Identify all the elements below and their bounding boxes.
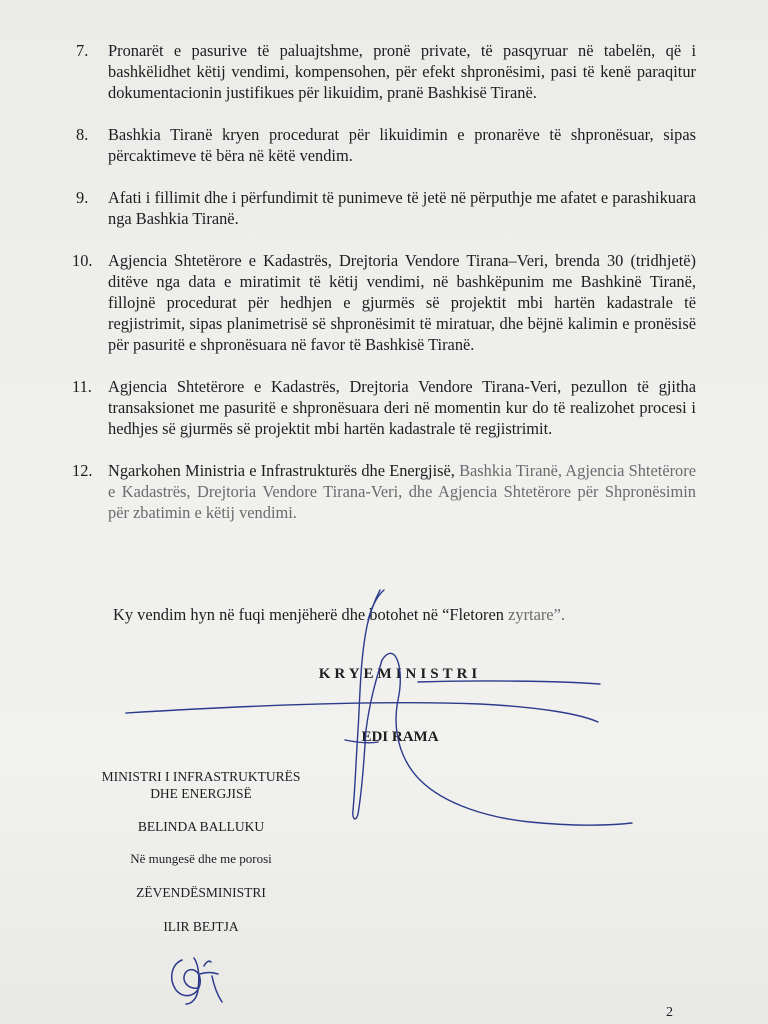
article-text: Agjencia Shtetërore e Kadastrës, Drejtoria Vendore Tirana-Veri, pezullon të gjitha transaksionet me pasuritë e shpronësuara deri në momentin kur do të realizohet procesi i hedhjes së gjurmës së projektit mbi hartën kadastrale të regjistrimit. bbox=[108, 377, 696, 438]
article-number: 12. bbox=[72, 461, 93, 480]
article-item-8 bbox=[76, 124, 696, 166]
entry-into-force-statement bbox=[113, 604, 693, 625]
minister-title-line1: MINISTRI I INFRASTRUKTURËS bbox=[101, 769, 301, 784]
article-text: Afati i fillimit dhe i përfundimit të punimeve të jetë në përputhje me afatet e parashikuara nga Bashkia Tiranë. bbox=[108, 188, 696, 228]
minister-title bbox=[66, 768, 336, 808]
article-text: Agjencia Shtetërore e Kadastrës, Drejtoria Vendore Tirana–Veri, brenda 30 (tridhjetë) ditëve nga data e miratimit të këtij vendimi, në bashkëpunim me Bashkinë Tiranë, fillojnë procedurat për hedhjen e gjurmës së projektit mbi hartën kadastrale të regjistrimit, sipas planimetrisë së shpronësimit të miratuar, dhe bëjnë kalimin e pronësisë për pasuritë e shpronësuara në favor të Bashkisë Tiranë. bbox=[108, 251, 696, 354]
article-text: Bashkia Tiranë kryen procedurat për likuidimin e pronarëve të shpronësuar, sipas përcaktimeve të bëra në këtë vendim. bbox=[108, 125, 696, 165]
article-number: 8. bbox=[76, 125, 89, 144]
page-number: 2 bbox=[666, 1005, 673, 1020]
article-number: 11. bbox=[72, 377, 92, 396]
minister-name: BELINDA BALLUKU bbox=[137, 819, 265, 834]
minister-title-line2: DHE ENERGJISË bbox=[150, 786, 252, 801]
entry-into-force-text: Ky vendim hyn në fuqi menjëherë dhe botohet në “Fletoren bbox=[113, 605, 504, 624]
deputy-minister-name: ILIR BEJTJA bbox=[163, 919, 239, 934]
prime-minister-title: KRYEMINISTRI bbox=[318, 666, 482, 682]
article-item-7 bbox=[76, 40, 696, 103]
entry-into-force-text-faded: zyrtare”. bbox=[508, 605, 565, 624]
article-text-faded: Bashkia Tiranë, Agjencia Shtetërore e Kadastrës, Drejtoria Vendore Tirana-Veri, dhe Agjencia Shtetërore për Shpronësimin për zbatimin e këtij vendimi. bbox=[108, 461, 696, 522]
absence-note: Në mungesë dhe me porosi bbox=[130, 851, 272, 866]
article-item-11 bbox=[72, 376, 696, 439]
article-item-9 bbox=[76, 187, 696, 229]
article-number: 10. bbox=[72, 251, 93, 270]
article-item-10 bbox=[72, 250, 696, 355]
article-text: Pronarët e pasurive të paluajtshme, pronë private, të pasqyruar në tabelën, që i bashkëlidhet këtij vendimi, kompensohen, për efekt shpronësimi, pasi të kenë paraqitur dokumentacionin justifikues për likuidim, pranë Bashkisë Tiranë. bbox=[108, 41, 696, 102]
article-item-12 bbox=[72, 460, 696, 523]
deputy-minister-title: ZËVENDËSMINISTRI bbox=[136, 885, 266, 900]
prime-minister-name: EDI RAMA bbox=[361, 729, 439, 745]
article-number: 7. bbox=[76, 41, 89, 60]
article-text: Ngarkohen Ministria e Infrastrukturës dhe Energjisë, bbox=[108, 461, 455, 480]
article-list bbox=[72, 40, 696, 544]
minister-signature-block bbox=[66, 768, 336, 935]
article-number: 9. bbox=[76, 188, 89, 207]
